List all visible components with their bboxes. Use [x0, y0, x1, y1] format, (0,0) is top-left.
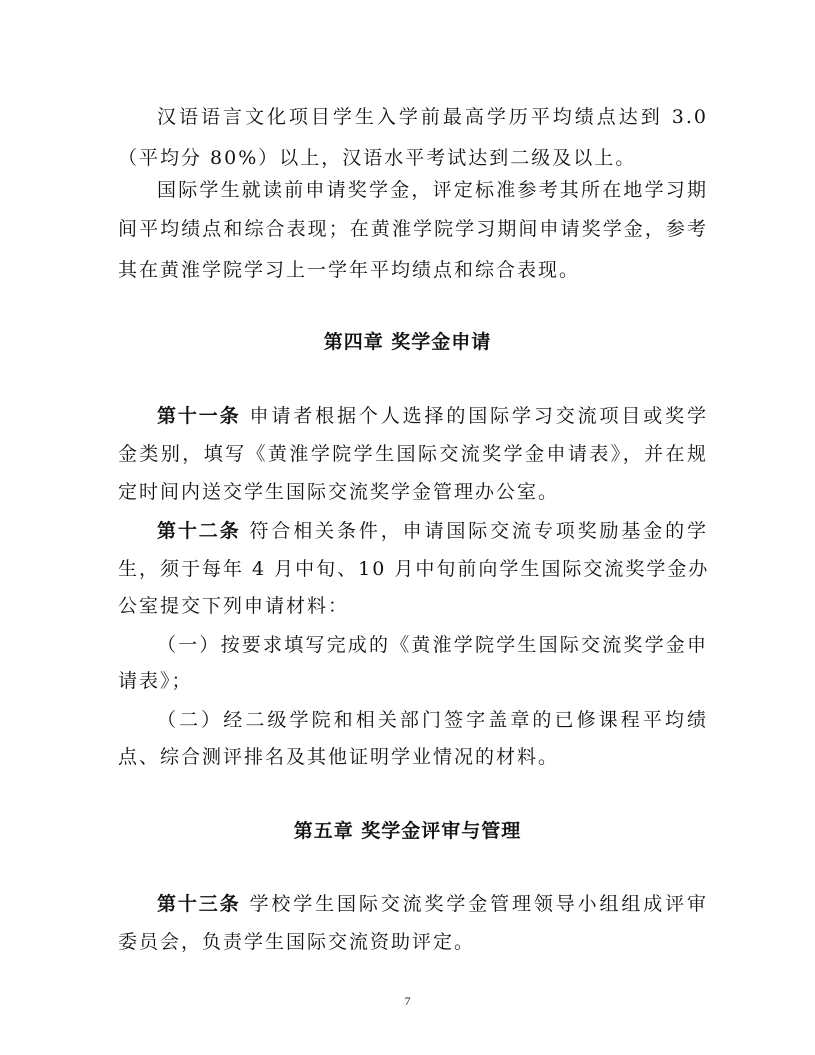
chapter-5-heading: 第五章 奖学金评审与管理	[293, 820, 522, 842]
paragraph-2-line-1: 国际学生就读前申请奖学金，评定标准参考其所在地学习期	[157, 179, 708, 201]
article-12-label: 第十二条	[157, 520, 241, 542]
article-12-item-1-line-1: （一）按要求填写完成的《黄淮学院学生国际交流奖学金申	[157, 634, 708, 656]
article-12-item-1-line-2: 请表》；	[118, 670, 193, 692]
article-12-text: 符合相关条件，申请国际交流专项奖励基金的学	[249, 520, 708, 542]
article-11-line-3: 定时间内送交学生国际交流奖学金管理办公室。	[118, 481, 560, 503]
article-13-text: 学校学生国际交流奖学金管理领导小组组成评审	[249, 893, 708, 915]
article-11-text: 申请者根据个人选择的国际学习交流项目或奖学	[249, 405, 708, 427]
paragraph-2-line-2: 间平均绩点和综合表现；在黄淮学院学习期间申请奖学金，参考	[118, 218, 708, 240]
article-12-line-3: 公室提交下列申请材料：	[118, 595, 350, 617]
page-number: 7	[404, 994, 411, 1008]
chapter-4-heading: 第四章 奖学金申请	[323, 331, 492, 353]
paragraph-1-line-2: （平均分 80%）以上，汉语水平考试达到二级及以上。	[118, 147, 637, 169]
article-11-line-2: 金类别，填写《黄淮学院学生国际交流奖学金申请表》，并在规	[118, 443, 708, 465]
article-13-line-2: 委员会，负责学生国际交流资助评定。	[118, 931, 476, 953]
article-13-line-1	[157, 891, 708, 921]
article-12-item-2-line-1: （二）经二级学院和相关部门签字盖章的已修课程平均绩	[157, 709, 708, 731]
paragraph-1-line-1: 汉语语言文化项目学生入学前最高学历平均绩点达到 3.0	[157, 106, 708, 128]
article-12-item-2-line-2: 点、综合测评排名及其他证明学业情况的材料。	[118, 746, 560, 768]
article-13-label: 第十三条	[157, 893, 241, 915]
article-11-line-1	[157, 403, 708, 433]
article-12-line-1	[157, 518, 708, 548]
article-12-line-2: 生，须于每年 4 月中旬、10 月中旬前向学生国际交流奖学金办	[118, 558, 710, 580]
article-11-label: 第十一条	[157, 405, 241, 427]
paragraph-2-line-3: 其在黄淮学院学习上一学年平均绩点和综合表现。	[118, 259, 581, 281]
